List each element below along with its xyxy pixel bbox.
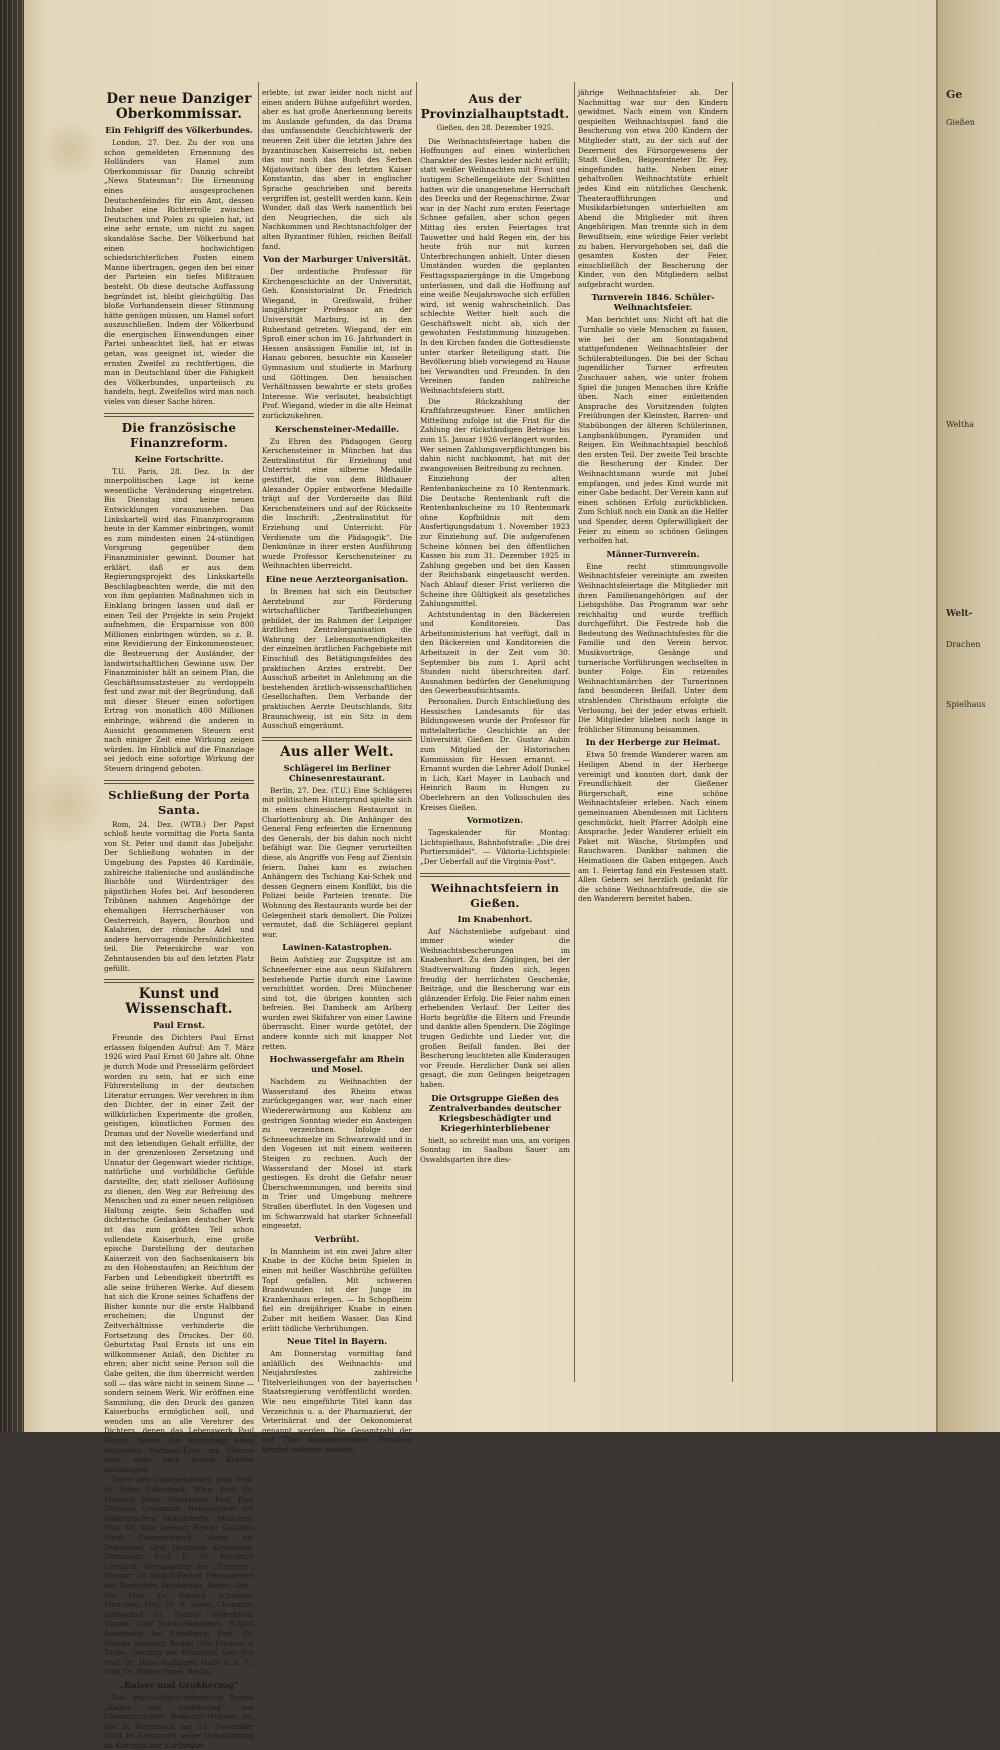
edge-fragment: Gießen (946, 118, 975, 127)
subheadline-finanzreform: Keine Fortschritte. (134, 453, 224, 464)
subheadline-verbrueht: Verbrüht. (314, 1233, 360, 1244)
edge-fragment: Ge (946, 88, 963, 101)
dateline: Gießen, den 28. Dezember 1925. (436, 124, 554, 132)
divider (420, 873, 570, 877)
article-danzig: London, 27. Dez. Zu der von uns schon gemeldeten Ernennung des Holländers van Hamel zum Oberkommissar für Danzig schreibt „News Statesman“: Die Ernennung eines ausgesprochenen Deutschenfeindes für ein Amt, dessen Inhaber eine Richterrolle zwischen Deutschen und Polen zu spielen hat, ist eine sehr ernste, um nicht zu sagen skandalöse Sache. Der Völkerbund hat einen hochwichtigen schiedsrichterlichen Posten einem Manne übertragen, gegen den bei einer der Parteien ein tiefes Mißtrauen besteht. Ob diese deutsche Auffassung begründet ist, bleibt gleichgültig. Das bloße Vorhandensein dieser Stimmung hätte genügen müssen, um Hamel sofort auszuschließen. Indem der Völkerbund die energischen Einwendungen einer Partei unbeachtet ließ, hat er etwas getan, was geeignet ist, wieder die ernsten Zweifel zu rechtfertigen, die man in Deutschland über die Fähigkeit des Völkerbundes, unparteiisch zu handeln, hegt. Zweifellos wird man noch vieles von dieser Sache hören. (104, 138, 254, 407)
article-kaiser-cont: erlebte, ist zwar leider noch nicht auf einen andern Bühne aufgeführt worden, aber es hat große Anerkennung bereits im Auslande gefunden, da das Drama das umfassendste Geschichtswerk der neueren Zeit über die letzten Jahre des byzantinischen Kaiserreichs ist, neben das nur noch das Buch des Serben Mijatowitsch über den letzten Kaiser Konstantin, das aber in englischer Sprache geschrieben und bereits vergriffen ist, gestellt werden kann. Kein Wunder, daß das Werk namentlich bei den Neugriechen, die sich als Nachkommen und Rechtsnachfolger der alten Byzantiner fühlen, reichen Beifall fand. (262, 88, 412, 251)
divider (104, 780, 254, 784)
article-kriegsbeschaedigte-cont: jährige Weihnachtsfeier ab. Der Nachmittag war nur den Kindern gewidmet. Nach einem von Kindern gespielten Weihnachtsspiel fand die Bescherung von etwa 200 Kindern der Mitglieder statt, zu der sich auf der Dezernent des Fürsorgewesens der Stadt Gießen, Beigeordneter Dr. Fey, eingefunden hatte. Neben einer gehaltvollen Weihnachtstüte erhielt jedes Kind ein nützliches Geschenk. Theateraufführungen und Musikdarbietungen unterhielten am Abend die Mitglieder mit ihren Angehörigen. Man trennte sich in dem Bewußtsein, eine würdige Feier verlebt zu haben. Hervorgehoben sei, daß die gesamten Kosten der Feier, einschließlich der Bescherung der Kinder, von den Mitgliedern selbst aufgebracht wurden. (578, 88, 728, 289)
headline-porta-santa: Schließung der Porta Santa. (108, 787, 250, 817)
headline-danzig: Der neue Danziger Oberkommissar. (106, 91, 252, 122)
subheadline-titel: Neue Titel in Bayern. (286, 1336, 388, 1347)
divider (104, 413, 254, 417)
subheadline-chinesen: Schlägerei im Berliner Chinesenrestaurant. (283, 762, 391, 783)
article-kerschensteiner: Zu Ehren des Pädagogen Georg Kerschensteiner in München hat das Zentralinstitut für Erziehung und Unterricht eine silberne Medaille gestiftet, die von dem Bildhauer Alexander Oppler entworfene Medaille trägt auf der Vorderseite das Bild Kerschensteiners und auf der Rückseite die Inschrift: „Zentralinstitut für Erziehung und Unterricht. Für Verdienste um die Pädagogik“. Die Denkmünze in ihrer ersten Ausführung wurde Professor Kerschensteiner zu Weihnachten überreicht. (262, 436, 412, 571)
headline-kunst: Kunst und Wissenschaft. (125, 986, 233, 1018)
article-achtstundentag: Achtstundentag in den Bäckereien und Konditoreien. Das Arbeitsministerium hat verfügt, daß in den Bäckereien und Konditoreien die Arbeitszeit in der Zeit vom 30. September bis zum 1. April acht Stunden nicht überschreiten darf. Ausnahmen bedürfen der Genehmigung des Gewerbeaufsichtsamts. (420, 609, 570, 696)
headline-provinzialhauptstadt: Aus der Provinzialhauptstadt. (420, 92, 570, 121)
article-chinesen: Berlin, 27. Dez. (T.U.) Eine Schlägerei mit politischem Hintergrund spielte sich in einem chinesischen Restaurant in Charlottenburg ab. Die Anhänger des General Feng erfeierten die Ernennung des Generals, der bis dahin noch nicht befähigt war. Die Gegner verurteilten diese, als Angriffe von Feng auf Zientsin feiern. Dabei kam es zwischen Anhängern des Tschiang Kai-Schek und dessen Gegnern einem Konflikt, bis die Polizei beide Parteien trennte. Die Wohnung des Restaurants wurde bei der Gelegenheit stark demoliert. Die Polizei vermutet, daß die Schlägerei geplant war. (262, 785, 412, 939)
article-aerzte: In Bremen hat sich ein Deutscher Aerztebund zur Förderung wirtschaftlicher Tarifbeziehungen gebildet, der im Rahmen der Leipziger ärztlichen Zentralorganisation die Wahrung der Lebensnotwendigkeiten der einzelnen ärztlichen Fachgebiete mit Einschluß des Betätigungsfeldes des praktischen Arztes erstrebt. Der Ausschuß arbeitet in Anlehnung an die bestehenden ärztlich-wissenschaftlichen Gesellschaften. Dem Verbande der praktischen Aerzte Deutschlands, Sitz Braunschweig, ist ein Sitz in dem Ausschuß eingeräumt. (262, 586, 412, 731)
subheadline-marburg: Von der Marburger Universität. (263, 254, 411, 265)
article-hochwasser: Nachdem zu Weihnachten der Wasserstand des Rheins etwas zurückgegangen war, war nach einer Wiedererwärmung aus Koblenz am gestrigen Sonntag wieder ein Ansteigen zu verzeichnen. Infolge der Schneeschmelze im Schwarzwald und in den Vogesen ist mit einem weiteren Steigen zu rechnen. Auch der Wasserstand der Mosel ist stark gestiegen. Es droht die Gefahr neuer Überschwemmungen, und bereits sind in Trier und Umgebung mehrere Straßen überflutet. In den Vogesen und im Schwarzwald hat starker Schneefall eingesetzt. (262, 1077, 412, 1231)
headline-finanzreform: Die französische Finanzreform. (121, 420, 237, 450)
article-paul-ernst: Freunde des Dichters Paul Ernst erlassen folgenden Aufruf: Am 7. März 1926 wird Paul Ernst 60 Jahre alt. Ohne je durch Mode und Presselärm gefördert worden zu sein, hat er sich eine Führerstellung in der deutschen Literatur errungen. Wer verehren in ihm den Dichter, der in einer Zeit der willkürlichen Experimente die großen, geistigen, künstlichen Formen des Dramas und der Novelle wiederfand und mit den lebendigen Gehalt erfüllte, der in der grenzenlosen Zersetzung und Unnatur der Gegenwart wieder richtige, natürliche und vorbildliche Gefühle darstellte, der, statt zielloser Auflösung zu dienen, den Weg zur Befreiung des Menschen und zu einer neuen religiösen Haltung zeigte. Sein Schaffen und dichterische Gedanken deutscher Werk ist das zum größten Teil schon vollendete Kaiserbuch, eine große epische Darstellung der deutschen Kaiserzeit von den Sachsenkaisern bis zu den Hohenstaufen; an Reichtum der Farben und Lebendigkeit übertrifft es alle seine früheren Werke. Auf diesem hat sich die Krone seines Schaffens der Bisher konnte nur die erste Halbband erscheinen; die Ungunst der Zeitverhältnisse verhinderte die Fortsetzung des Druckes. Der 60. Geburtstag Paul Ernsts ist uns ein willkommener Anlaß, den Dichter zu ehren; aber nicht seine Person soll die Gabe gelten, die ihm überreicht werden soll — das wäre nicht in seinem Sinne — sondern seinem Werk. Wir eröffnen eine Sammlung, die den Druck des ganzen Kaiserbuchs ermöglichen soll, und wenden uns an alle Verehrer des Dichters, denen das Lebenswerk Paul Ernsts, denen die Schöpfung eines deutschen National-Epos am Herzen liegt, dazu nach seinen Kräften beizutragen. (104, 1033, 254, 1474)
paper-stain (40, 120, 100, 180)
subheadline-paul-ernst: Paul Ernst. (152, 1020, 206, 1031)
column-2 (262, 88, 412, 1455)
article-finanzreform: T.U. Paris, 28. Dez. In der innerpolitischen Lage ist keine wesentliche Veränderung eingetreten. Bis Dienstag sind keine neuen Entwicklungen vorauszusehen. Das Linkskartell wird das Finanzprogramm heute in der Kammer einbringen, womit es zum mindesten einen 24-stündigen Vorsprung gegenüber dem Finanzminister gewinnt. Doumer hat erklärt, daß er aus dem Regierungsprojekt des Linkskartells Beschlagbeachten werde, die mit den von ihm geplanten Maßnahmen sich in Einklang bringen lassen und daß er einen Teil der Projekte in sein Projekt aufnehmen, die Ersparnisse von 800 Millionen einbringen würden, so z. B. eine Revidierung der Einkommensteuer, die Besteuerung der Ausländer, der landwirtschaftlichen Gewinne usw. Der Finanzminister hält an seinem Plan, die Geschäftsumsatzsteuer zu verdoppeln fest und zwar mit der Begründung, daß mit dieser Steuer einen sofortigen Ertrag von monatlich 400 Millionen einbringe, während die anderen in Aussicht genommenen Steuern erst nach einiger Zeit eine Wirkung zeigen würden. Im Hinblick auf die Finanzlage sei jedoch eine sofortige Wirkung der Steuern dringend geboten. (104, 466, 254, 774)
column-4 (578, 88, 728, 1378)
column-rule (574, 82, 575, 1382)
divider (104, 979, 254, 983)
divider (262, 737, 412, 741)
article-kraftfahrzeugsteuer: Die Rückzahlung der Kraftfahrzeugsteuer. Einer amtlichen Mitteilung zufolge ist die Frist für die Zahlung der rückständigen Beträge bis zum 15. Januar 1926 verlängert worden. Wer seinen Zahlungsverpflichtungen bis dahin nicht nachkommt, hat mit der zwangsweisen Beitreibung zu rechnen. (420, 396, 570, 473)
column-rule (258, 82, 259, 1382)
article-signatories: Unter den Unterzeichnern sind: Prof. Dr. Peter Doberneck, Wien; Prof. Dr. Frederik Böök, Stockholm; Prof. Paul Nikolaus Cossmann, Herausgeber der Süddeutschen Monatshefte, München; Prof. Dr. Max Dessoir, Berlin; Guidotto Fürst Donnersmarck, Garm am Tegernsee; Graf Hermann Keyserling, Darmstadt; Prof. D. Dr. Friedrich Lienhard, Herausgeber des „Türmers“, Weimar; Dr. Rudolf Pechel, Herausgeber der Deutschen Rundschau, Berlin; Geh.-Rat Prof. Dr. Eduard Schwartz, München; Prof. Dr. A. Sauer, Chemnitz; Erzbischof Dr. Nathan Söderblom, Upsala; Graf Solms-Rödelheim, Schloß Assenheim bei Friedberg; Prof. Dr. Werner Sombart, Berlin; Otto Freiherr v. Taube, Gauting bei München; Geh.-Rat Prof. Dr. Hans Vaihinger, Halle a. d. S.; Prof. Dr. Walter Vogel, Berlin. (104, 1475, 254, 1677)
subheadline-herberge: In der Herberge zur Heimat. (585, 737, 721, 748)
column-rule (732, 82, 733, 1382)
article-knabenhort: Auf Nächstenliebe aufgebaut sind immer wieder die Weihnachtsbescherungen im Knabenhort. Zu den Zöglingen, bei der Stadtverwaltung finden sich, legen freudig der herrlichsten Geschenke, Beiträge, und die Bescherung war ein glänzender Erfolg. Die Feier nahm einen erhebenden Verlauf. Der Leiter des Horts begrüßte die Eltern und Freunde und dankte allen Spendern. Die Zöglinge trugen Gedichte und Lieder vor, die großen Beifall fanden. Bei der Bescherung leuchteten alle Kinderaugen vor Freude. Herzlicher Dank sei allen gesagt, die zum Gelingen beigetragen haben. (420, 926, 570, 1090)
article-herberge: Etwa 50 fremde Wanderer waren am Heiligen Abend in der Herberge vereinigt und konnten dort, dank der Freundlichkeit der Gießener Bürgerschaft, eine schöne Weihnachtsfeier erleben. Nach einem gemeinsamen Abendessen mit Lichtern geschmückt, hielt Pfarrer Adolph eine Ansprache. Jeder Wanderer erhielt ein Paket mit Wäsche, Strümpfen und Rauchwaren. Dankbar nahmen die Heimatlosen die Gaben entgegen. Auch am 1. Feiertag fand ein Festessen statt. Allen Gebern sei herzlich gedankt für die schöne Weihnachtsfreude, die sie den Wanderern bereitet haben. (578, 750, 728, 904)
paper-stain (30, 760, 100, 850)
article-tageskalender: Tageskalender für Montag: Lichtspielhaus, Bahnhofstraße: „Die drei Portiersmädel“. — Viktoria-Lichtspiele: „Der Ueberfall auf die Virginia-Post“. (420, 828, 570, 866)
subheadline-knabenhort: Im Knabenhort. (457, 913, 533, 924)
article-personalien: Personalien. Durch Entschließung des Hessischen Landesamts für das Bildungswesen wurde der Professor für mittelalterliche Geschichte an der Universität Gießen Dr. Gustav Aubin zum Mitglied der Historischen Kommission für Hessen ernannt. — Ernannt wurden die Lehrer Adolf Dunkel in Lich, Karl Mayer in Laubach und Heinrich Baum in Hungen zu Oberlehrern an den Volksschulen des Kreises Gießen. (420, 697, 570, 812)
subheadline-kriegsbeschaedigte: Die Ortsgruppe Gießen des Zentralverbandes deutscher Kriegsbeschädigter und Kriegerhinterbliebener (428, 1092, 561, 1133)
headline-aus-aller-welt: Aus aller Welt. (280, 743, 394, 760)
next-page-edge (936, 0, 1000, 1432)
article-verbrueht: In Mannheim ist ein zwei Jahre alter Knabe in der Küche beim Spielen in einen mit heißer Waschbrühe gefüllten Topf gefallen. Mit schweren Brandwunden ist der Junge im Krankenhaus erlegen. — In Schopfheim fiel ein dreijähriger Knabe in einen Zuber mit heißem Wasser. Das Kind erlitt tödliche Verbrühungen. (262, 1246, 412, 1333)
edge-fragment: Drachen (946, 640, 981, 649)
article-lawinen: Beim Aufstieg zur Zugspitze ist am Schneeferner eine aus neun Skifahrern bestehende Partie durch eine Lawine verschüttet worden. Drei Münchener sind tot, die übrigen konnten sich befreien. Bei Dambeck am Arlberg wurden zwei Skifahrer von einer Lawine überrascht. Einer wurde getötet, der andere konnte sich mit knapper Not retten. (262, 955, 412, 1051)
subheadline-hochwasser: Hochwassergefahr am Rhein und Mosel. (269, 1054, 405, 1075)
subheadline-maenner-turnverein: Männer-Turnverein. (606, 548, 700, 559)
edge-fragment: Spielhaus (946, 700, 986, 709)
article-porta-santa: Rom, 24. Dez. (WTB.) Der Papst schloß heute vormittag die Porta Santa von St. Peter und damit das Jubeljahr. Der Schließung wohnten in der Umgebung des Papstes 46 Kardinäle, zahlreiche italienische und ausländische Bischöfe und Würdenträger des päpstlichen Hofes bei. Auf besonderen Tribünen nahmen Angehörige der ehemaligen Herrscherhäuser von Oesterreich, Bayern, Bourbon und Kalabrien, der römische Adel und andere hervorragende Persönlichkeiten teil. Die Peterskirche war von Zehntausenden bis auf den letzten Platz gefüllt. (104, 819, 254, 973)
edge-fragment: Welt- (946, 609, 973, 619)
subheadline-kaiser: „Kaiser und Großherzog“ (119, 1679, 239, 1690)
subheadline-turnverein: Turnverein 1846. Schüler-Weihnachtsfeier. (591, 292, 715, 313)
article-titel: Am Donnerstag vormittag fand anläßlich des Weihnachts- und Neujahrsfestes zahlreiche Titelverleihungen von der bayerischen Staatsregierung veröffentlicht worden. Wie neu eingeführte Titel kann das Verzeichnis u. a. der Pharmazierat, der Veterinärrat und der Oekonomierat genannt werden. Die Gesamtzahl der mit Titel ausgezeichneten Personen beträgt mehrere hundert. (262, 1349, 412, 1455)
subheadline-danzig: Ein Fehlgriff des Völkerbundes. (105, 125, 253, 135)
headline-weihnachtsfeiern: Weihnachtsfeiern in Gießen. (430, 881, 560, 910)
subheadline-lawinen: Lawinen-Katastrophen. (282, 942, 392, 953)
edge-fragment: Weltha (946, 420, 974, 429)
subheadline-vormotizen: Vormotizen. (466, 815, 524, 826)
column-3 (420, 88, 570, 1378)
article-rentenbank: Einziehung der alten Rentenbankscheine zu 10 Rentenmark. Die Deutsche Rentenbank ruft die Rentenbankscheine zu 10 Rentenmark ohne Kopfbildnis mit dem Ausfertigungsdatum 1. November 1923 zur Einziehung auf. Die aufgerufenen Scheine können bei den öffentlichen Kassen bis zum 31. Dezember 1925 in Zahlung gegeben und bei den Kassen der Reichsbank eingetauscht werden. Nach Ablauf dieser Frist verlieren die Scheine ihre Gültigkeit als gesetzliches Zahlungsmittel. (420, 474, 570, 609)
column-1 (104, 88, 254, 1750)
subheadline-kerschensteiner: Kerschensteiner-Medaille. (274, 423, 400, 434)
article-maenner-turnverein: Eine recht stimmungsvolle Weihnachtsfeier vereinigte am zweiten Weihnachtsfeiertage die Mitglieder mit ihren Familienangehörigen auf der Liebigshöhe. Das Programm war sehr reichhaltig und wurde trefflich durchgeführt. Die Festrede hob die Bedeutung des Weihnachtsfestes für die Familie und den Verein hervor. Musikvorträge, Gesänge und turnerische Vorführungen wechselten in bunter Folge. Ein reizendes Weihnachtsmärchen der Turnerinnen fand besonderen Beifall. Unter dem strahlenden Christbaum erfolgte die Verlosung, bei der jeder etwas erhielt. Die Mitglieder blieben noch lange in fröhlicher Stimmung beisammen. (578, 561, 728, 734)
article-weihnachtsfeiertage: Die Weihnachtsfeiertage haben die Hoffnungen auf einen winterlichen Charakter des Festes leider nicht erfüllt; statt weißer Weihnachten mit Frost und lustigem Schellengeläute der Schlitten hatten wir die unangenehme Herrschaft des Drecks und der Regenschirme. Zwar war in der Nacht zum ersten Feiertage Schnee gefallen, aber schon gegen Mittag des ersten Feiertages trat Tauwetter und bald Regen ein, der bis heute früh nur mit kurzen Unterbrechungen anhielt. Unter diesen Umständen wurden die geplanten Festtagsspaziergänge in die Umgebung unterlassen, und daß die Hoffnung auf eine weiße Neujahrswoche sich erfüllen wird, ist wenig wahrscheinlich. Das schlechte Wetter hielt auch die Geschäftswelt nicht ab, sich der gewohnten Feststimmung hinzugeben. In den Kirchen fanden die Gottesdienste unter starker Beteiligung statt. Die Bevölkerung blieb vorwiegend zu Hause bei Verwandten und Freunden. In den Vereinen fanden zahlreiche Weihnachtsfeiern statt. (420, 136, 570, 396)
column-rule (416, 82, 417, 1382)
book-spine-edge (0, 0, 24, 1432)
article-kaiser: Das geschichtlich-historische Drama „Kaiser und Großherzog“ von Oberamtsrichter Bonhardt-Wilhelm ist, das in Kreuznach am 15. November 1924 in Kreuznach seine Uraufführung im Kreuznacher Kurtheater (104, 1692, 254, 1750)
article-marburg: Der ordentliche Professor für Kirchengeschichte an der Universität, Geh. Konsistorialrat Dr. Friedrich Wiegand, in Greifswald, früher langjähriger Professor an der Universität Marburg, ist in den Ruhestand getreten. Wiegand, der ein Sproß einer schon im 16. Jahrhundert in Hessen ansässigen Familie ist, ist in Hanau geboren, besuchte ein Kasseler Gymnasium und studierte in Marburg und Göttingen. Den hessischen Verhältnissen bewahrte er stets großes Interesse. Wie verlautet, beabsichtigt Prof. Wiegand, wieder in die alte Heimat zurückzukehren. (262, 267, 412, 420)
subheadline-aerzte: Eine neue Aerzteorganisation. (265, 573, 409, 584)
article-kriegsbeschaedigte: hielt, so schreibt man uns, am vorigen Sonntag im Saalbau Sauer am Oswaldsgarten ihre dies- (420, 1135, 570, 1164)
article-turnverein: Man berichtet uns: Nicht oft hat die Turnhalle so viele Menschen zu fassen, wie bei der am Sonntagabend stattgefundenen Weihnachtsfeier der Schülerabteilungen. Die bei der Schau jugendlicher Turner erfreuten Zuschauer sahen, wie unter frohem Spiel die jungen Menschen ihre Kräfte üben. Nach einer einleitenden Ansprache des Vorsitzenden folgten Freiübungen der Kleinsten, Barren- und Stabübungen der älteren Schülerinnen, Langbankübungen, Pyramiden und Reigen. Ein Weihnachtsspiel beschloß den ersten Teil. Der zweite Teil brachte die Bescherung der Kinder. Der Weihnachtsmann wurde mit Jubel empfangen, und jedes Kind wurde mit einer Gabe bedacht. Der Verein kann auf einen schönen Erfolg zurückblicken. Zum Schluß noch ein Dank an die Helfer und Spender, deren Opferwilligkeit der Feier zu einem so schönen Gelingen verholfen hat. (578, 315, 728, 546)
